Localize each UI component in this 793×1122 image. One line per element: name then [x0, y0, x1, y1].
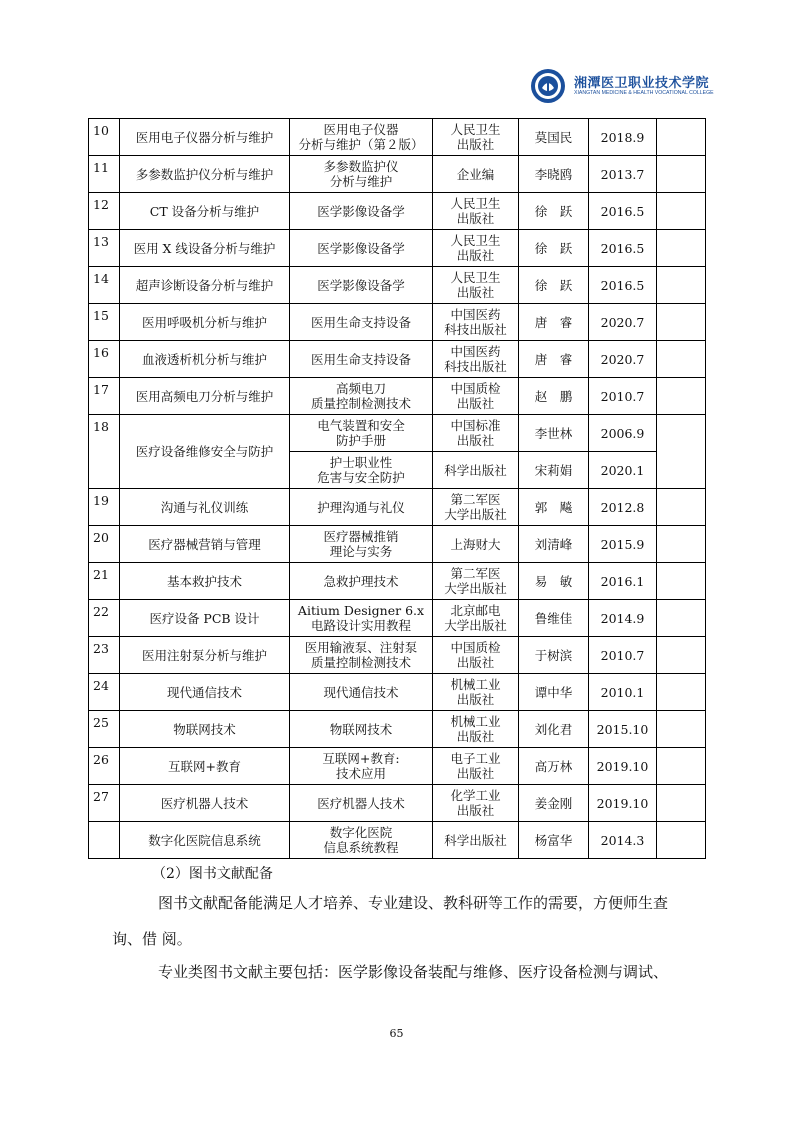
textbook-title: 数字化医院 信息系统教程: [290, 822, 433, 859]
table-row: [89, 563, 706, 600]
publisher: 第二军医 大学出版社: [433, 489, 519, 526]
textbook-title: 医用电子仪器 分析与维护（第２版）: [290, 119, 433, 156]
publisher: 中国标准 出版社: [433, 415, 519, 452]
textbook-title: 医用生命支持设备: [290, 341, 433, 378]
blank-cell: [657, 637, 706, 674]
blank-cell: [657, 341, 706, 378]
course-name: 医用电子仪器分析与维护: [120, 119, 290, 156]
table-row: [89, 378, 706, 415]
table-row: [89, 748, 706, 785]
publish-date: 2016.5: [589, 230, 657, 267]
course-name: 沟通与礼仪训练: [120, 489, 290, 526]
table-row: [89, 230, 706, 267]
author: 于树滨: [519, 637, 589, 674]
table-row: [89, 119, 706, 156]
textbook-title: 护士职业性 危害与安全防护: [290, 452, 433, 489]
publish-date: 2015.10: [589, 711, 657, 748]
row-number: 19: [89, 489, 120, 526]
row-number: 15: [89, 304, 120, 341]
row-number: 12: [89, 193, 120, 230]
publisher: 第二军医 大学出版社: [433, 563, 519, 600]
publisher: 机械工业 出版社: [433, 711, 519, 748]
author: 莫国民: [519, 119, 589, 156]
blank-cell: [657, 600, 706, 637]
author: 刘化君: [519, 711, 589, 748]
textbook-title: 医学影像设备学: [290, 193, 433, 230]
publish-date: 2019.10: [589, 748, 657, 785]
course-name: 医用高频电刀分析与维护: [120, 378, 290, 415]
author: 李世林: [519, 415, 589, 452]
row-number: 20: [89, 526, 120, 563]
college-emblem-icon: [530, 68, 566, 104]
logo-chinese-name: 湘潭医卫职业技术学院: [574, 76, 710, 91]
blank-cell: [657, 230, 706, 267]
publisher: 科学出版社: [433, 822, 519, 859]
textbook-title: 医学影像设备学: [290, 230, 433, 267]
author: 鲁维佳: [519, 600, 589, 637]
textbook-title: 医疗器械推销 理论与实务: [290, 526, 433, 563]
table-row: [89, 341, 706, 378]
publisher: 中国医药 科技出版社: [433, 304, 519, 341]
publish-date: 2006.9: [589, 415, 657, 452]
blank-cell: [657, 489, 706, 526]
table-row: [89, 415, 706, 452]
publish-date: 2010.7: [589, 637, 657, 674]
course-name: 医用 X 线设备分析与维护: [120, 230, 290, 267]
course-name: 医疗器械营销与管理: [120, 526, 290, 563]
textbook-title: 物联网技术: [290, 711, 433, 748]
table-row: [89, 711, 706, 748]
blank-cell: [657, 711, 706, 748]
table-row: [89, 304, 706, 341]
publish-date: 2020.7: [589, 341, 657, 378]
row-number: 11: [89, 156, 120, 193]
textbook-title: 急救护理技术: [290, 563, 433, 600]
publisher: 人民卫生 出版社: [433, 193, 519, 230]
row-number: 22: [89, 600, 120, 637]
course-name: 医疗机器人技术: [120, 785, 290, 822]
course-name: 超声诊断设备分析与维护: [120, 267, 290, 304]
course-name: 多参数监护仪分析与维护: [120, 156, 290, 193]
paragraph-line: 图书文献配备能满足人才培养、专业建设、教科研等工作的需要，方便师生查: [158, 894, 669, 912]
blank-cell: [657, 526, 706, 563]
table-row: [89, 156, 706, 193]
publish-date: 2016.1: [589, 563, 657, 600]
publish-date: 2010.1: [589, 674, 657, 711]
row-number: 16: [89, 341, 120, 378]
publish-date: 2018.9: [589, 119, 657, 156]
row-number: 27: [89, 785, 120, 822]
course-name: 物联网技术: [120, 711, 290, 748]
section-subheading: （2）图书文献配备: [152, 866, 273, 882]
row-number: 25: [89, 711, 120, 748]
author: 赵 鹏: [519, 378, 589, 415]
publish-date: 2020.1: [589, 452, 657, 489]
course-name: 现代通信技术: [120, 674, 290, 711]
publisher: 上海财大: [433, 526, 519, 563]
textbook-title: Aitium Designer 6.x 电路设计实用教程: [290, 600, 433, 637]
page-number: 65: [389, 1027, 404, 1040]
publisher: 人民卫生 出版社: [433, 230, 519, 267]
publisher: 北京邮电 大学出版社: [433, 600, 519, 637]
publisher: 中国医药 科技出版社: [433, 341, 519, 378]
table-row: [89, 489, 706, 526]
row-number: 21: [89, 563, 120, 600]
course-name: 血液透析机分析与维护: [120, 341, 290, 378]
author: 郭 飚: [519, 489, 589, 526]
publisher: 科学出版社: [433, 452, 519, 489]
blank-cell: [657, 156, 706, 193]
row-number: 26: [89, 748, 120, 785]
publisher: 人民卫生 出版社: [433, 119, 519, 156]
textbook-title: 护理沟通与礼仪: [290, 489, 433, 526]
college-logo: [530, 68, 714, 104]
textbook-title: 医用生命支持设备: [290, 304, 433, 341]
blank-cell: [657, 415, 706, 489]
course-name: 数字化医院信息系统: [120, 822, 290, 859]
row-number: 10: [89, 119, 120, 156]
table-row: [89, 267, 706, 304]
publish-date: 2016.5: [589, 193, 657, 230]
publisher: 中国质检 出版社: [433, 637, 519, 674]
textbook-title: 互联网+教育: 技术应用: [290, 748, 433, 785]
table-row: [89, 526, 706, 563]
row-number: 24: [89, 674, 120, 711]
textbook-title: 医疗机器人技术: [290, 785, 433, 822]
publisher: 中国质检 出版社: [433, 378, 519, 415]
blank-cell: [657, 563, 706, 600]
author: 刘清峰: [519, 526, 589, 563]
row-number: 13: [89, 230, 120, 267]
row-number: 18: [89, 415, 120, 489]
textbook-title: 医学影像设备学: [290, 267, 433, 304]
textbook-title: 高频电刀 质量控制检测技术: [290, 378, 433, 415]
author: 唐 睿: [519, 304, 589, 341]
row-number: 17: [89, 378, 120, 415]
author: 李晓鸥: [519, 156, 589, 193]
table-row: [89, 637, 706, 674]
table-row: [89, 600, 706, 637]
paragraph-line: 询、借 阅。: [112, 930, 192, 948]
table-row: [89, 193, 706, 230]
course-name: 基本救护技术: [120, 563, 290, 600]
author: 易 敏: [519, 563, 589, 600]
publisher: 人民卫生 出版社: [433, 267, 519, 304]
logo-english-name: XIANGTAN MEDICINE & HEALTH VOCATIONAL COLLEGE: [574, 90, 714, 96]
textbook-title: 电气装置和安全 防护手册: [290, 415, 433, 452]
course-name: CT 设备分析与维护: [120, 193, 290, 230]
author: 徐 跃: [519, 267, 589, 304]
author: 宋莉娟: [519, 452, 589, 489]
textbook-title: 现代通信技术: [290, 674, 433, 711]
textbook-title: 医用输液泵、注射泵 质量控制检测技术: [290, 637, 433, 674]
author: 高万林: [519, 748, 589, 785]
row-number: 23: [89, 637, 120, 674]
textbook-table: [88, 118, 706, 859]
publish-date: 2015.9: [589, 526, 657, 563]
table-row: [89, 822, 706, 859]
blank-cell: [657, 119, 706, 156]
publisher: 化学工业 出版社: [433, 785, 519, 822]
publish-date: 2012.8: [589, 489, 657, 526]
course-name: 医用注射泵分析与维护: [120, 637, 290, 674]
blank-cell: [657, 193, 706, 230]
course-name: 互联网+教育: [120, 748, 290, 785]
course-name: 医疗设备 PCB 设计: [120, 600, 290, 637]
blank-cell: [657, 748, 706, 785]
row-number: 14: [89, 267, 120, 304]
blank-cell: [657, 674, 706, 711]
blank-cell: [657, 785, 706, 822]
blank-cell: [657, 267, 706, 304]
author: 徐 跃: [519, 230, 589, 267]
author: 唐 睿: [519, 341, 589, 378]
publisher: 机械工业 出版社: [433, 674, 519, 711]
publish-date: 2014.9: [589, 600, 657, 637]
paragraph-line: 专业类图书文献主要包括：医学影像设备装配与维修、医疗设备检测与调试、: [158, 963, 669, 981]
author: 姜金刚: [519, 785, 589, 822]
publish-date: 2013.7: [589, 156, 657, 193]
blank-cell: [657, 304, 706, 341]
course-name: 医用呼吸机分析与维护: [120, 304, 290, 341]
publisher: 企业编: [433, 156, 519, 193]
publish-date: 2014.3: [589, 822, 657, 859]
publish-date: 2016.5: [589, 267, 657, 304]
author: 杨富华: [519, 822, 589, 859]
author: 徐 跃: [519, 193, 589, 230]
blank-cell: [657, 378, 706, 415]
publish-date: 2020.7: [589, 304, 657, 341]
publisher: 电子工业 出版社: [433, 748, 519, 785]
blank-cell: [657, 822, 706, 859]
course-name: 医疗设备维修安全与防护: [120, 415, 290, 489]
row-number: [89, 822, 120, 859]
table-row: [89, 785, 706, 822]
table-row: [89, 674, 706, 711]
publish-date: 2019.10: [589, 785, 657, 822]
author: 谭中华: [519, 674, 589, 711]
textbook-title: 多参数监护仪 分析与维护: [290, 156, 433, 193]
publish-date: 2010.7: [589, 378, 657, 415]
